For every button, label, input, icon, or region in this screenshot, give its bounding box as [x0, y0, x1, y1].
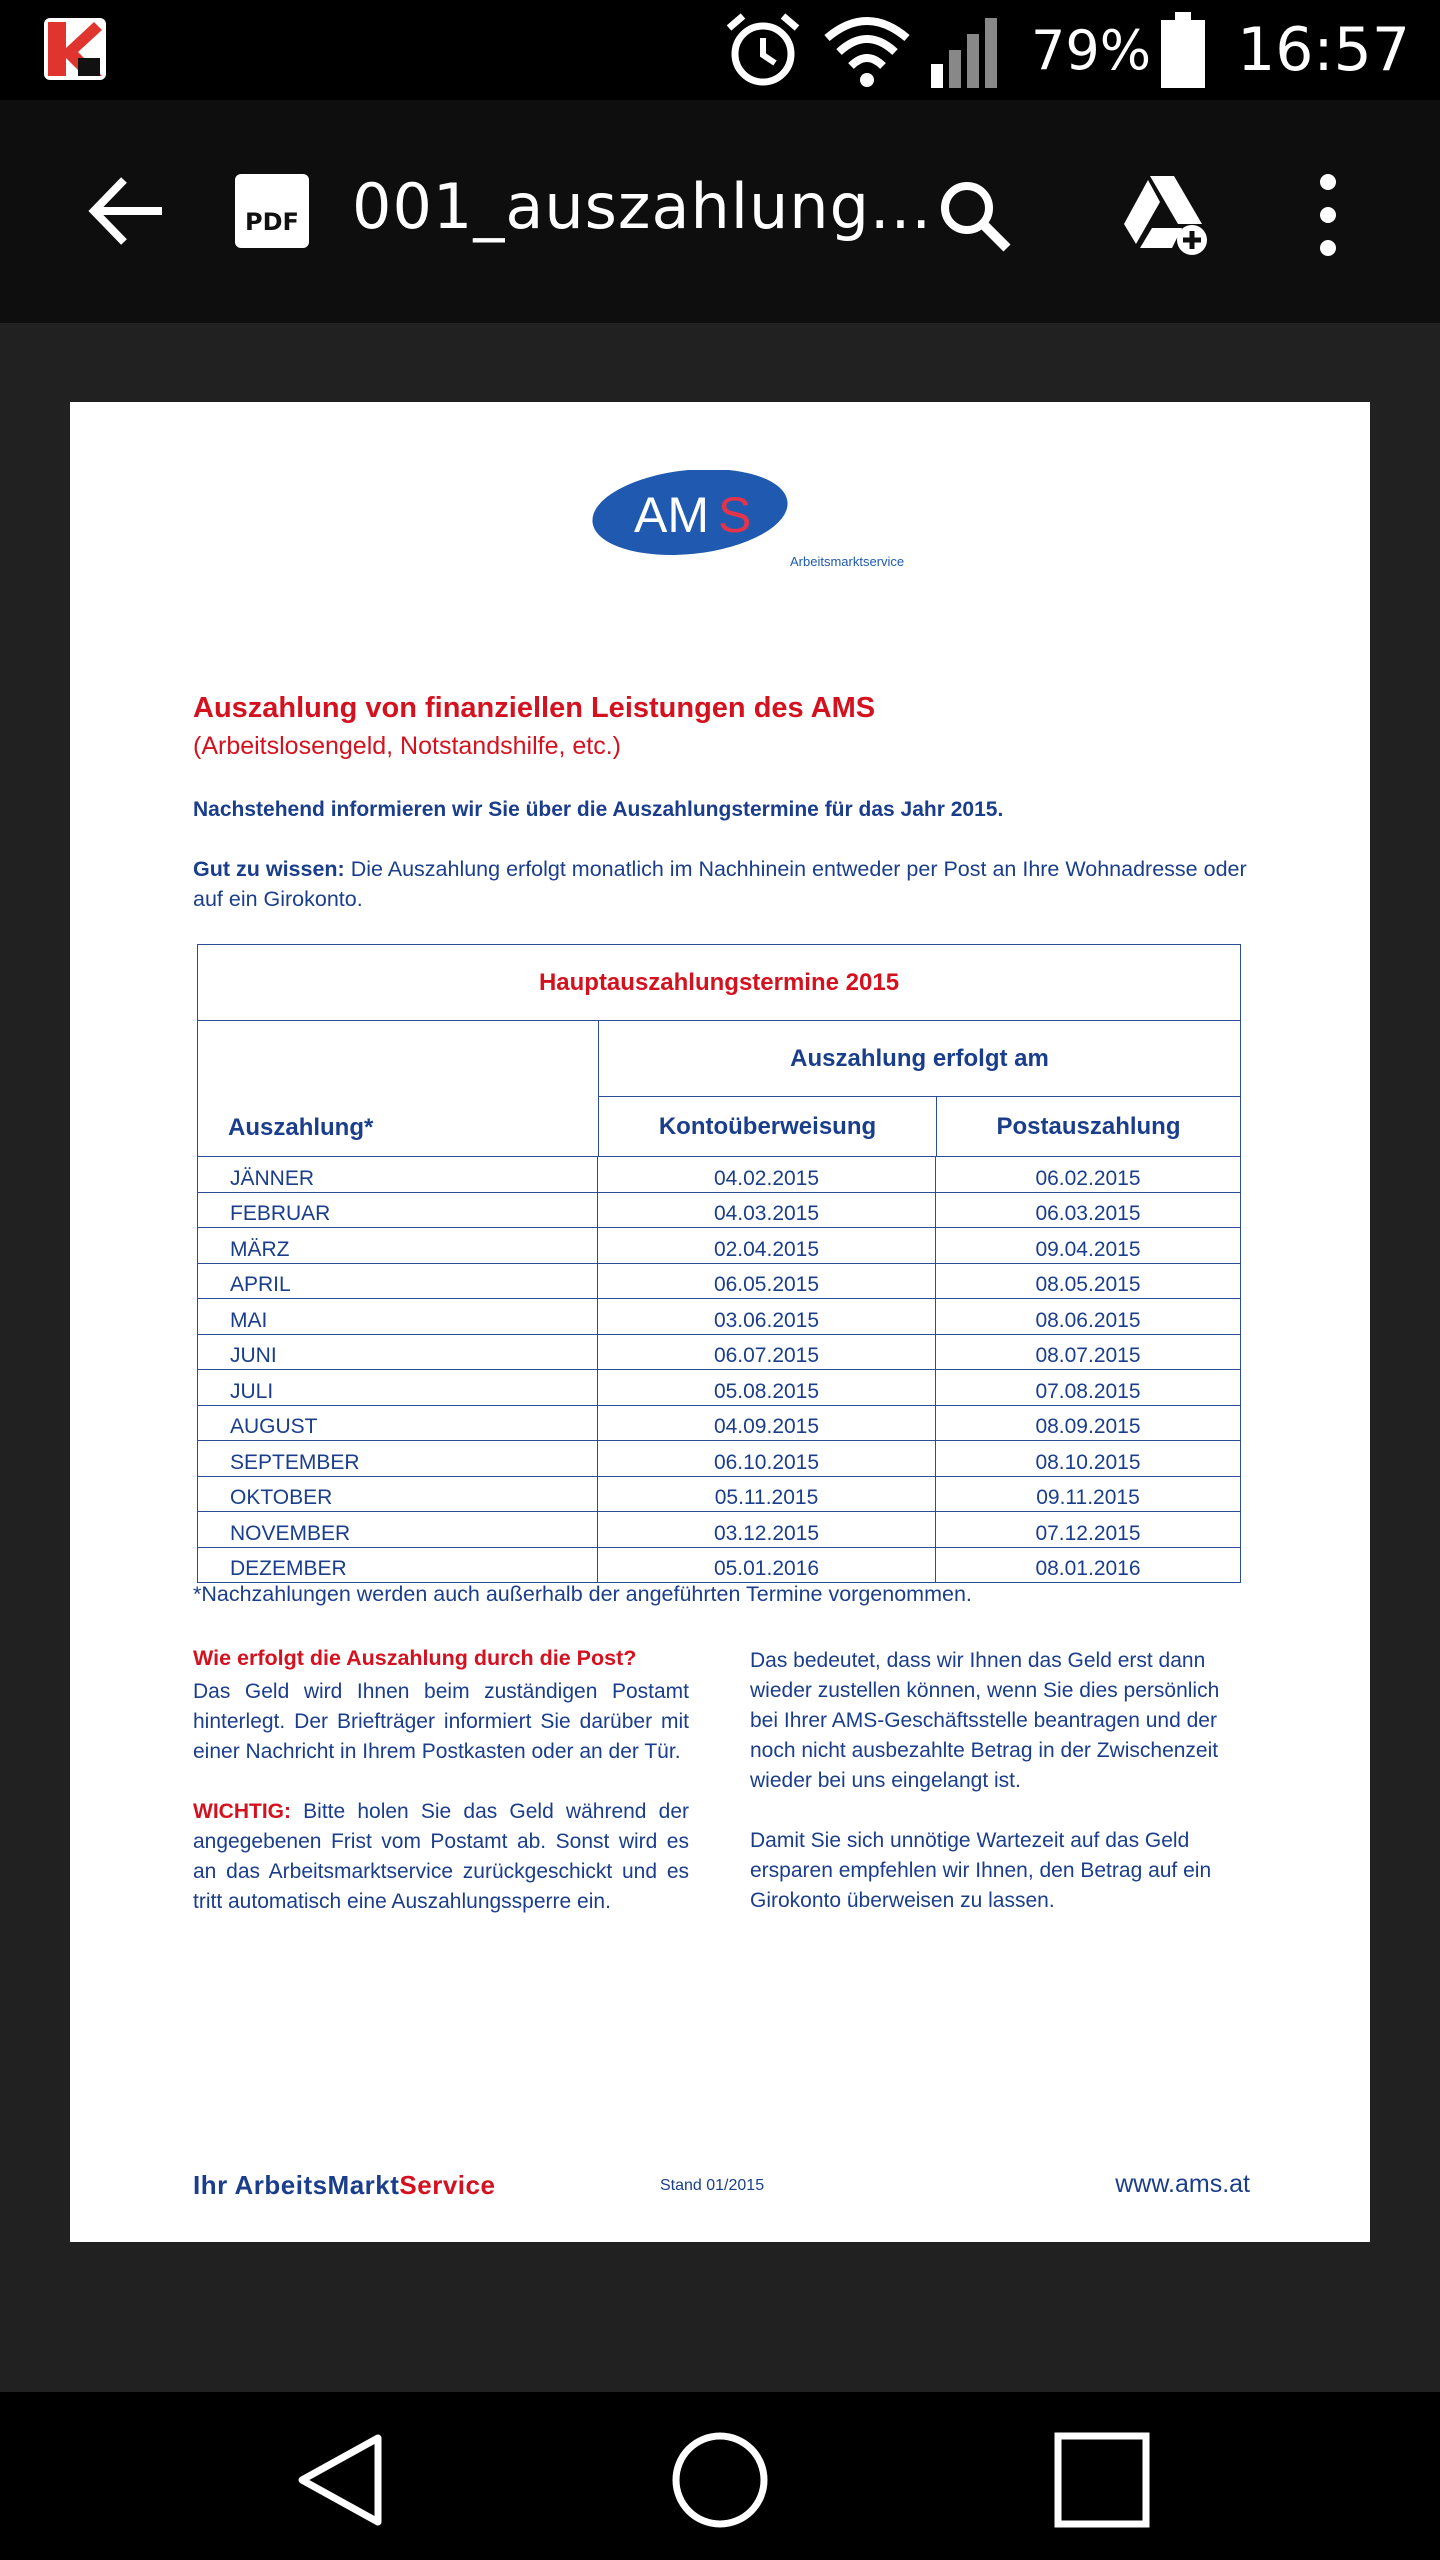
- app-bar: [0, 100, 1440, 323]
- footer-brand-blue: Ihr ArbeitsMarkt: [193, 2170, 400, 2200]
- right-column: [750, 1646, 1246, 1946]
- nav-back-icon[interactable]: [290, 2430, 390, 2530]
- cell-month: SEPTEMBER: [198, 1441, 598, 1476]
- pdf-file-icon: [235, 174, 309, 248]
- cell-post: 08.06.2015: [1035, 1308, 1141, 1332]
- left-column: [193, 1646, 689, 1947]
- post-heading: Wie erfolgt die Auszahlung durch die Post?: [193, 1646, 637, 1670]
- doc-heading: Auszahlung von finanziellen Leistungen des AMS: [193, 692, 876, 724]
- payment-schedule-table: [197, 944, 1241, 1583]
- table-row: [198, 1512, 1240, 1548]
- signal-icon: [929, 10, 1013, 90]
- important-paragraph: [193, 1797, 689, 1917]
- cell-month: AUGUST: [198, 1406, 598, 1441]
- clock: 16:57: [1237, 15, 1410, 85]
- header-group: [599, 1021, 1240, 1156]
- cell-month: JUNI: [198, 1335, 598, 1370]
- cell-month: OKTOBER: [198, 1477, 598, 1512]
- cell-transfer: 06.07.2015: [598, 1335, 936, 1370]
- cell-transfer: 06.05.2015: [598, 1264, 936, 1299]
- navigation-bar: [0, 2392, 1440, 2560]
- header-group-label: Auszahlung erfolgt am: [599, 1021, 1240, 1097]
- ams-logo: [580, 470, 940, 580]
- logo-subtext: Arbeitsmarktservice: [790, 554, 905, 569]
- cell-month: MÄRZ: [198, 1228, 598, 1263]
- table-title: Hauptauszahlungstermine 2015: [198, 945, 1240, 1021]
- cell-month: JÄNNER: [198, 1157, 598, 1192]
- header-month-cell: [198, 1021, 599, 1156]
- nav-recents-icon[interactable]: [1052, 2430, 1152, 2530]
- cell-post: 06.02.2015: [1035, 1166, 1141, 1190]
- doc-subheading: (Arbeitslosengeld, Notstandshilfe, etc.): [193, 732, 621, 760]
- cell-transfer: 04.09.2015: [598, 1406, 936, 1441]
- table-row: [198, 1299, 1240, 1335]
- post-paragraph: Das Geld wird Ihnen beim zuständigen Postamt hinterlegt. Der Briefträger informiert Sie darüber mit einer Nachricht in Ihrem Postkasten oder an der Tür.: [193, 1680, 689, 1763]
- drive-add-icon[interactable]: [1120, 172, 1212, 256]
- cell-transfer: 05.01.2016: [598, 1548, 936, 1583]
- cell-transfer: 04.03.2015: [598, 1193, 936, 1228]
- table-row: [198, 1193, 1240, 1229]
- pdf-page: [70, 402, 1370, 2242]
- table-row: [198, 1228, 1240, 1264]
- cell-post: 09.04.2015: [1035, 1237, 1141, 1261]
- cell-transfer: 03.06.2015: [598, 1299, 936, 1334]
- important-body: Bitte holen Sie das Geld während der angegebenen Frist vom Postamt ab. Sonst wird es an das Arbeitsmarktservice zurückgeschickt und es tritt automatisch eine Auszahlungssperre ein.: [193, 1800, 689, 1913]
- battery-percent: 79%: [1031, 18, 1152, 82]
- document-title: 001_auszahlung...: [352, 170, 933, 243]
- header-month: Auszahlung*: [228, 1114, 374, 1141]
- cell-post: 06.03.2015: [1035, 1202, 1141, 1225]
- footer-brand-red: Service: [399, 2170, 496, 2200]
- table-row: [198, 1335, 1240, 1371]
- nav-home-icon[interactable]: [670, 2430, 770, 2530]
- back-arrow-icon[interactable]: [88, 176, 168, 246]
- cell-month: JULI: [198, 1370, 598, 1405]
- table-row: [198, 1370, 1240, 1406]
- cell-transfer: 06.10.2015: [598, 1441, 936, 1476]
- good-to-know-body: Die Auszahlung erfolgt monatlich im Nachhinein entweder per Post an Ihre Wohnadresse oder auf ein Girokonto.: [193, 857, 1247, 911]
- table-row: [198, 1548, 1240, 1583]
- table-footnote: *Nachzahlungen werden auch außerhalb der angeführten Termine vorgenommen.: [193, 1582, 972, 1606]
- cell-transfer: 04.02.2015: [598, 1157, 936, 1192]
- right-paragraph-2: Damit Sie sich unnötige Wartezeit auf das Geld ersparen empfehlen wir Ihnen, den Betrag auf ein Girokonto überweisen zu lassen.: [750, 1829, 1212, 1912]
- important-label: WICHTIG:: [193, 1800, 291, 1823]
- footer-stand: Stand 01/2015: [660, 2177, 765, 2194]
- cell-month: FEBRUAR: [198, 1193, 598, 1228]
- footer-brand: [193, 2170, 495, 2201]
- right-paragraph-1: Das bedeutet, dass wir Ihnen das Geld erst dann wieder zustellen können, wenn Sie dies persönlich bei Ihrer AMS-Geschäftsstelle beantragen und der noch nicht ausbezahlte Betrag in der Zwischenzeit wieder bei uns eingelangt ist.: [750, 1649, 1220, 1792]
- cell-transfer: 05.08.2015: [598, 1370, 936, 1405]
- logo-text-am: AM: [634, 487, 709, 543]
- table-row: [198, 1406, 1240, 1442]
- header-post: Postauszahlung: [996, 1112, 1181, 1140]
- table-row: [198, 1157, 1240, 1193]
- good-to-know-label: Gut zu wissen:: [193, 857, 345, 881]
- table-row: [198, 1441, 1240, 1477]
- intro-text: Nachstehend informieren wir Sie über die Auszahlungstermine für das Jahr 2015.: [193, 798, 1004, 821]
- cell-post: 08.01.2016: [1035, 1557, 1141, 1580]
- wifi-icon: [823, 10, 911, 90]
- cell-transfer: 02.04.2015: [598, 1228, 936, 1263]
- cell-post: 08.09.2015: [1035, 1415, 1141, 1438]
- cell-month: DEZEMBER: [198, 1548, 598, 1583]
- cell-month: APRIL: [198, 1264, 598, 1299]
- cell-month: MAI: [198, 1299, 598, 1334]
- table-row: [198, 1477, 1240, 1513]
- cell-post: 08.07.2015: [1035, 1344, 1141, 1367]
- kaspersky-icon: [44, 18, 106, 80]
- cell-month: NOVEMBER: [198, 1512, 598, 1547]
- cell-post: 09.11.2015: [1036, 1486, 1140, 1509]
- cell-post: 07.08.2015: [1035, 1379, 1141, 1403]
- table-header: [198, 1021, 1240, 1157]
- battery-icon: [1161, 12, 1205, 88]
- cell-transfer: 03.12.2015: [598, 1512, 936, 1547]
- alarm-icon: [721, 8, 805, 92]
- good-to-know-text: [193, 854, 1263, 914]
- search-icon[interactable]: [935, 176, 1015, 256]
- footer-website: www.ams.at: [1115, 2170, 1250, 2198]
- logo-text-s: S: [718, 487, 752, 543]
- table-row: [198, 1264, 1240, 1300]
- cell-post: 07.12.2015: [1035, 1521, 1141, 1545]
- pdf-badge-label: PDF: [245, 208, 299, 236]
- status-bar: [0, 0, 1440, 100]
- header-transfer: Kontoüberweisung: [599, 1097, 937, 1156]
- cell-transfer: 05.11.2015: [598, 1477, 936, 1512]
- more-vert-icon[interactable]: [1312, 170, 1344, 260]
- cell-post: 08.05.2015: [1035, 1273, 1141, 1296]
- table-body: [198, 1157, 1240, 1582]
- cell-post: 08.10.2015: [1035, 1450, 1141, 1474]
